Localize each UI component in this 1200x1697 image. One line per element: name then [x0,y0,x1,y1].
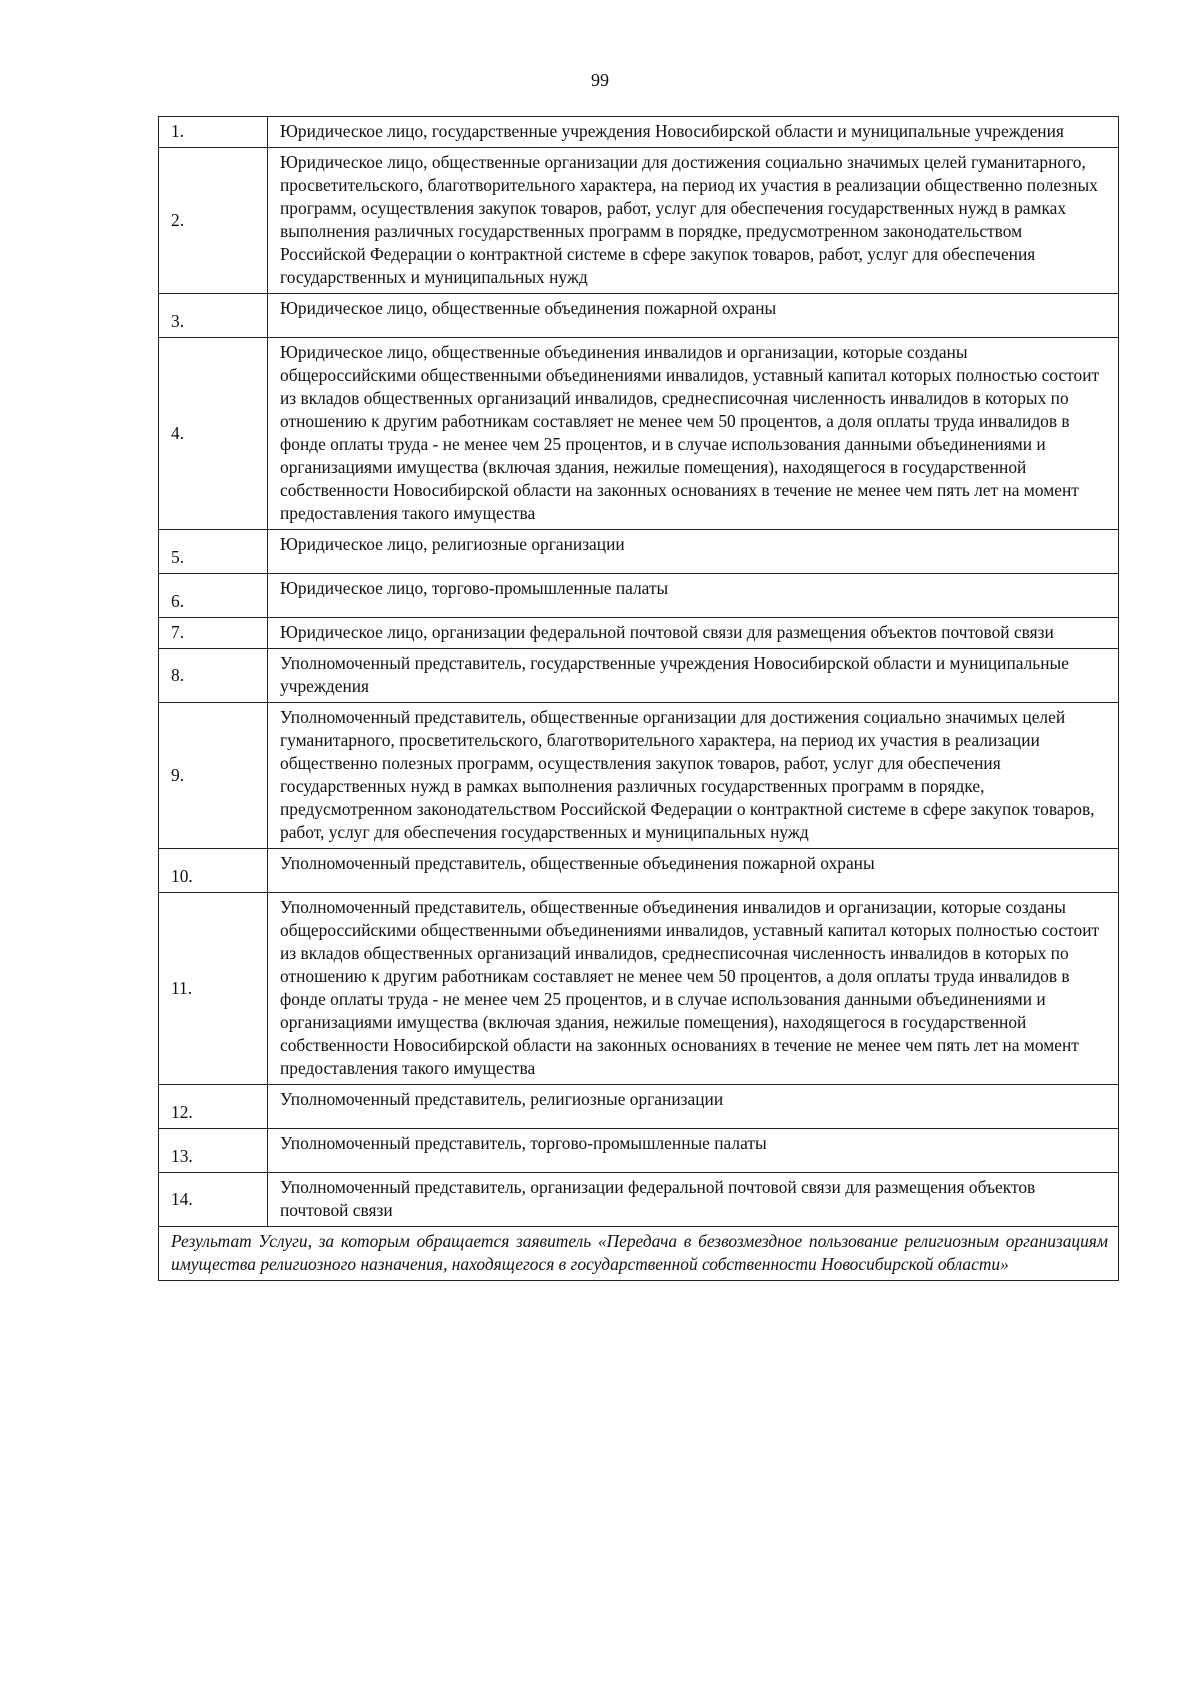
row-number: 10. [159,849,268,893]
table-row [159,1085,1119,1129]
table-row [159,338,1119,530]
table-row [159,294,1119,338]
row-number: 2. [159,148,268,294]
table-row [159,1173,1119,1227]
row-description: Юридическое лицо, религиозные организации [268,530,1119,574]
row-description: Юридическое лицо, общественные объединения пожарной охраны [268,294,1119,338]
table-footer-row [159,1227,1119,1281]
row-description: Юридическое лицо, общественные организации для достижения социально значимых целей гуманитарного, просветительского, благотворительного характера, на период их участия в реализации общественно полезных программ, осуществления закупок товаров, работ, услуг для обеспечения государственных нужд в рамках выполнения различных государственных программ в порядке, предусмотренном законодательством Российской Федерации о контрактной системе в сфере закупок товаров, работ, услуг для обеспечения государственных и муниципальных нужд [268,148,1119,294]
row-number: 3. [159,294,268,338]
table-row [159,1129,1119,1173]
table-row [159,618,1119,649]
row-number: 4. [159,338,268,530]
row-description: Юридическое лицо, организации федеральной почтовой связи для размещения объектов почтовой связи [268,618,1119,649]
table-row [159,117,1119,148]
row-number: 12. [159,1085,268,1129]
table-row [159,703,1119,849]
row-description: Юридическое лицо, торгово-промышленные палаты [268,574,1119,618]
row-number: 14. [159,1173,268,1227]
row-description: Уполномоченный представитель, торгово-промышленные палаты [268,1129,1119,1173]
row-description: Уполномоченный представитель, организации федеральной почтовой связи для размещения объектов почтовой связи [268,1173,1119,1227]
table-row [159,148,1119,294]
row-description: Уполномоченный представитель, общественные объединения пожарной охраны [268,849,1119,893]
table-row [159,574,1119,618]
row-number: 9. [159,703,268,849]
row-number: 8. [159,649,268,703]
row-number: 6. [159,574,268,618]
row-description: Уполномоченный представитель, государственные учреждения Новосибирской области и муниципальные учреждения [268,649,1119,703]
table-row [159,649,1119,703]
service-result-note: Результат Услуги, за которым обращается заявитель «Передача в безвозмездное пользование религиозным организациям имущества религиозного назначения, находящегося в государственной собственности Новосибирской области» [159,1227,1119,1281]
row-number: 7. [159,618,268,649]
row-description: Уполномоченный представитель, общественные объединения инвалидов и организации, которые созданы общероссийскими общественными объединениями инвалидов, уставный капитал которых полностью состоит из вкладов общественных организаций инвалидов, среднесписочная численность инвалидов в которых по отношению к другим работникам составляет не менее чем 50 процентов, а доля оплаты труда инвалидов в фонде оплаты труда - не менее чем 25 процентов, и в случае использования данными объединениями и организациями имущества (включая здания, нежилые помещения), находящегося в государственной собственности Новосибирской области на законных основаниях в течение не менее чем пять лет на момент предоставления такого имущества [268,893,1119,1085]
row-description: Уполномоченный представитель, общественные организации для достижения социально значимых целей гуманитарного, просветительского, благотворительного характера, на период их участия в реализации общественно полезных программ, осуществления закупок товаров, работ, услуг для обеспечения государственных нужд в рамках выполнения различных государственных программ в порядке, предусмотренном законодательством Российской Федерации о контрактной системе в сфере закупок товаров, работ, услуг для обеспечения государственных и муниципальных нужд [268,703,1119,849]
table-row [159,893,1119,1085]
row-description: Юридическое лицо, государственные учреждения Новосибирской области и муниципальные учреждения [268,117,1119,148]
applicant-categories-table [158,116,1119,1281]
row-number: 11. [159,893,268,1085]
row-number: 5. [159,530,268,574]
row-description: Юридическое лицо, общественные объединения инвалидов и организации, которые созданы общероссийскими общественными объединениями инвалидов, уставный капитал которых полностью состоит из вкладов общественных организаций инвалидов, среднесписочная численность инвалидов в которых по отношению к другим работникам составляет не менее чем 50 процентов, а доля оплаты труда инвалидов в фонде оплаты труда - не менее чем 25 процентов, и в случае использования данными объединениями и организациями имущества (включая здания, нежилые помещения), находящегося в государственной собственности Новосибирской области на законных основаниях в течение не менее чем пять лет на момент предоставления такого имущества [268,338,1119,530]
table-row [159,530,1119,574]
row-number: 1. [159,117,268,148]
row-number: 13. [159,1129,268,1173]
page-number: 99 [591,70,609,90]
row-description: Уполномоченный представитель, религиозные организации [268,1085,1119,1129]
table-row [159,849,1119,893]
